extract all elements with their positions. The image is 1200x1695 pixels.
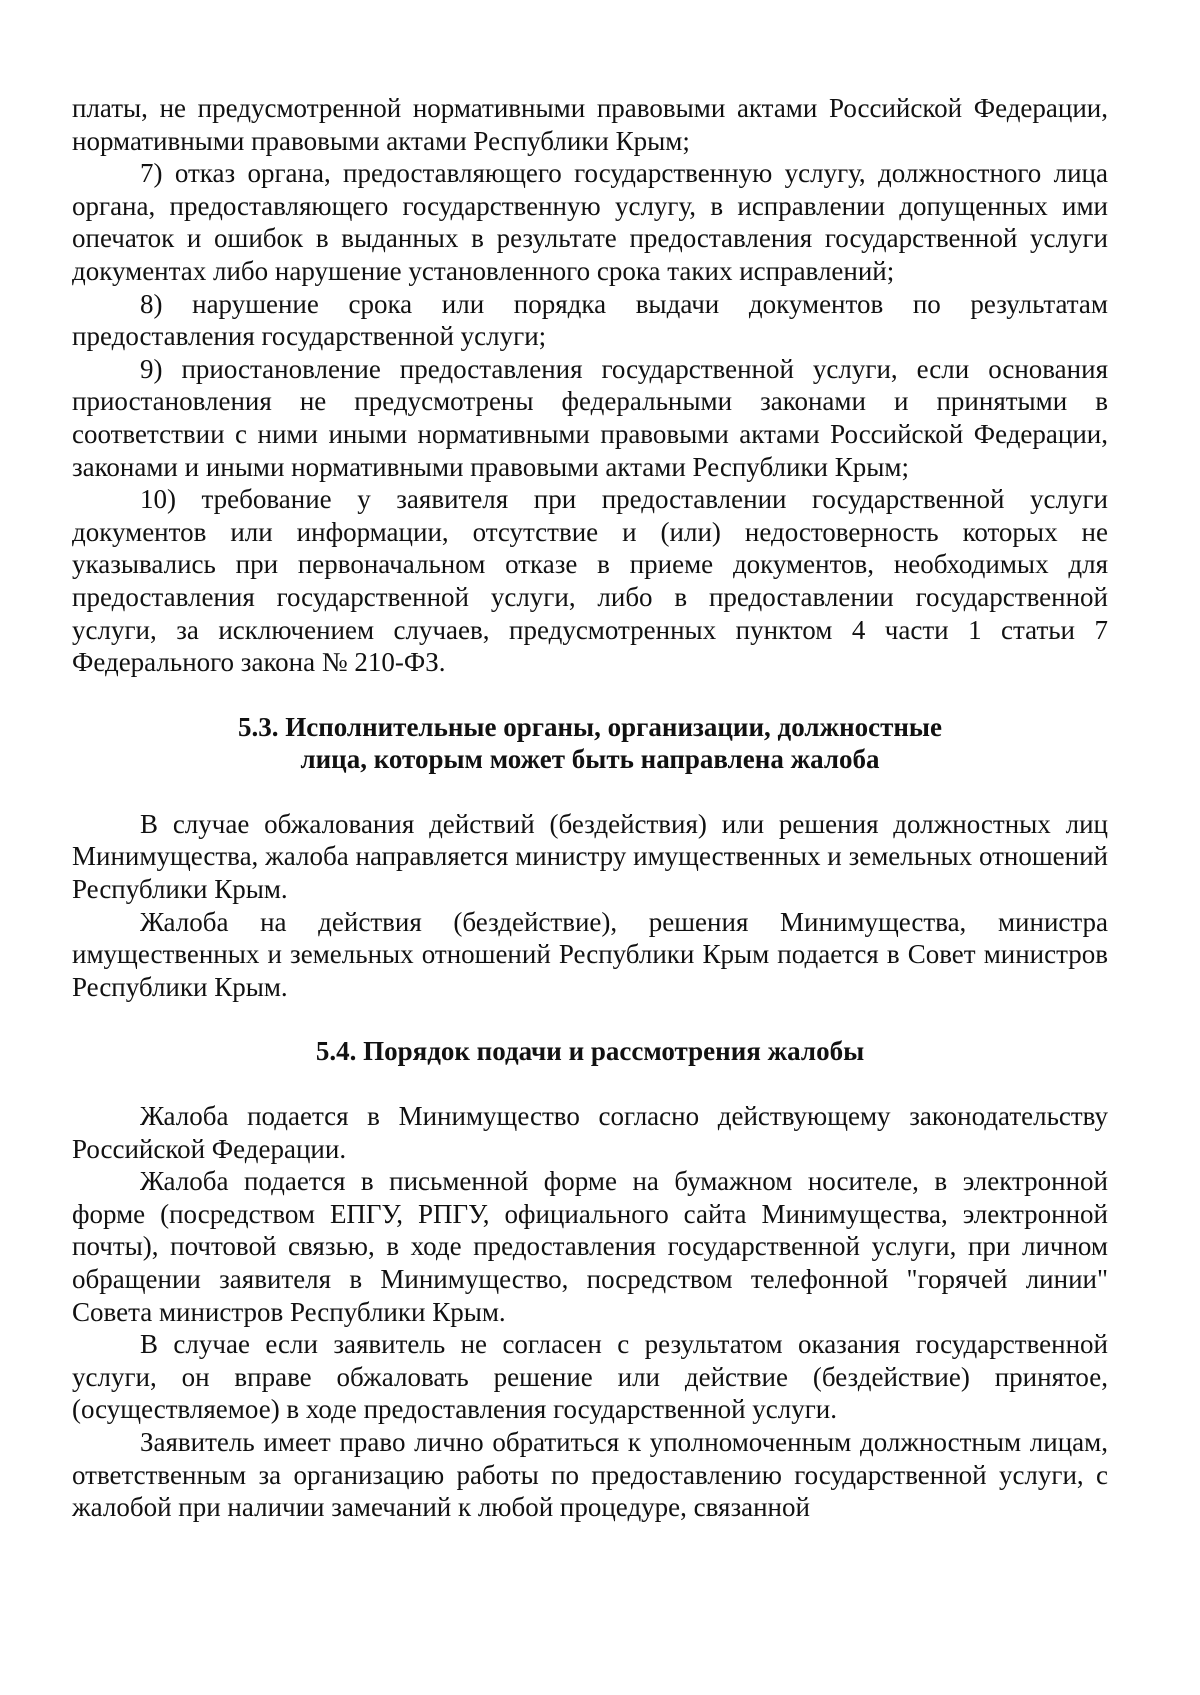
section-5-4-paragraph-1: Жалоба подается в Минимущество согласно действующему законодательству Российской Федерации. [72,1101,1108,1164]
section-5-3-paragraph-1: В случае обжалования действий (бездействия) или решения должностных лиц Минимущества, жалоба направляется министру имущественных и земельных отношений Республики Крым. [72,808,1108,905]
section-5-4-paragraph-4: Заявитель имеет право лично обратиться к уполномоченным должностным лицам, ответственным за организацию работы по предоставлению государственной услуги, с жалобой при наличии замечаний к любой процедуре, связанной [72,1426,1108,1523]
section-heading-5-3-line1: 5.3. Исполнительные органы, организации, должностные [237,711,943,742]
section-5-4-paragraph-2: Жалоба подается в письменной форме на бумажном носителе, в электронной форме (посредством ЕПГУ, РПГУ, официального сайта Минимущества, электронной почты), почтовой связью, в ходе предоставления государственной услуги, при личном обращении заявителя в Минимущество, посредством телефонной "горячей линии" Совета министров Республики Крым. [72,1166,1108,1327]
list-item-8: 8) нарушение срока или порядка выдачи документов по результатам предоставления государственной услуги; [72,288,1108,352]
list-item-7: 7) отказ органа, предоставляющего государственную услугу, должностного лица органа, предоставляющего государственную услугу, в исправлении допущенных ими опечаток и ошибок в выданных в результате предоставления государственной услуги документах либо нарушение установленного срока таких исправлений; [72,158,1108,286]
list-item-9: 9) приостановление предоставления государственной услуги, если основания приостановления не предусмотрены федеральными законами и принятыми в соответствии с ними иными нормативными правовыми актами Российской Федерации, законами и иными нормативными правовыми актами Республики Крым; [72,353,1108,482]
list-item-10: 10) требование у заявителя при предоставлении государственной услуги документов или информации, отсутствие и (или) недостоверность которых не указывались при первоначальном отказе в приеме документов, необходимых для предоставления государственной услуги, либо в предоставлении государственной услуги, за исключением случаев, предусмотренных пунктом 4 части 1 статьи 7 Федерального закона № 210-ФЗ. [72,484,1108,678]
section-heading-5-3-line2: лица, которым может быть направлена жалоба [300,744,880,775]
section-5-4-paragraph-3: В случае если заявитель не согласен с результатом оказания государственной услуги, он вправе обжаловать решение или действие (бездействие) принятое, (осуществляемое) в ходе предоставления государственной услуги. [72,1329,1108,1425]
section-heading-5-4: 5.4. Порядок подачи и рассмотрения жалобы [315,1036,865,1067]
section-5-3-paragraph-2: Жалоба на действия (бездействие), решения Минимущества, министра имущественных и земельных отношений Республики Крым подается в Совет министров Республики Крым. [72,906,1108,1002]
section-heading-5-3 [72,711,1108,776]
paragraph-continuation: платы, не предусмотренной нормативными правовыми актами Российской Федерации, нормативными правовыми актами Республики Крым; [72,93,1108,156]
document-page [72,92,1108,1524]
